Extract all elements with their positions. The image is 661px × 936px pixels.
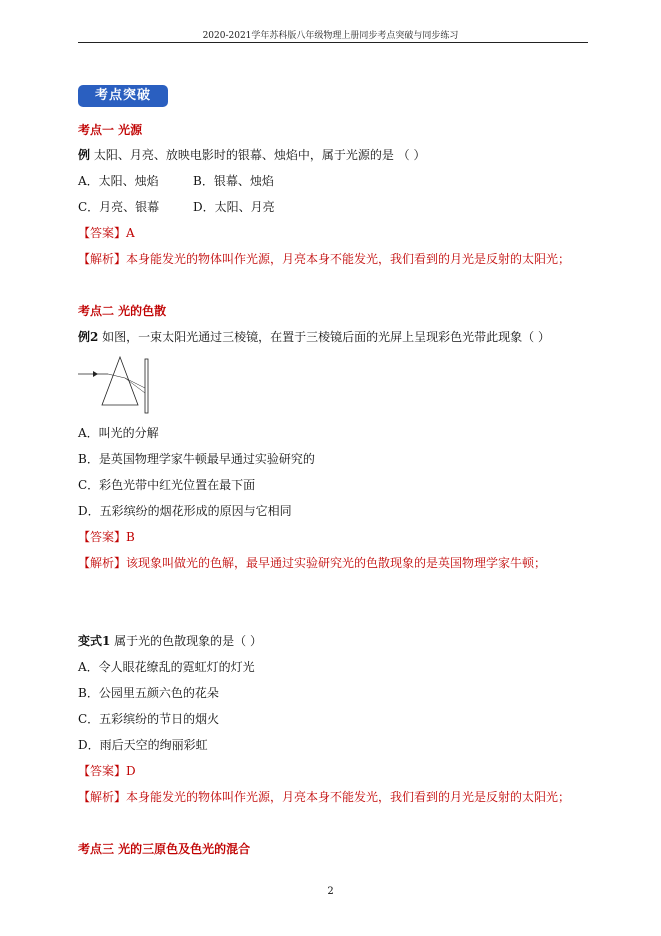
- section-badge: 考点突破: [78, 85, 168, 107]
- example-2-option-d: D．五彩缤纷的烟花形成的原因与它相同: [78, 504, 292, 518]
- variant-1-option-d: D．雨后天空的绚丽彩虹: [78, 738, 208, 752]
- example-2-text: 如图，一束太阳光通过三棱镜，在置于三棱镜后面的光屏上呈现彩色光带此现象（ ）: [98, 330, 550, 344]
- prism-diagram: [78, 355, 158, 415]
- example-2-option-a: A．叫光的分解: [78, 426, 159, 440]
- example-1-analysis: 【解析】本身能发光的物体叫作光源，月亮本身不能发光，我们看到的月光是反射的太阳光；: [78, 252, 571, 266]
- example-1-answer: 【答案】A: [78, 226, 135, 240]
- refracted-ray: [108, 374, 125, 378]
- dispersed-ray-1: [125, 378, 145, 388]
- example-1-option-b: B．银幕、烛焰: [193, 174, 274, 188]
- example-1-label: 例: [78, 148, 91, 162]
- page-header: 2020-2021学年苏科版八年级物理上册同步考点突破与同步练习: [202, 31, 459, 41]
- example-1-option-c: C．月亮、银幕: [78, 200, 160, 214]
- variant-1-question: [78, 632, 262, 649]
- section-heading-1: 考点一 光源: [78, 123, 143, 137]
- header-rule: [78, 42, 588, 43]
- dispersed-ray-2: [125, 378, 145, 393]
- example-2-label: 例2: [78, 330, 99, 344]
- page-number: 2: [327, 886, 334, 897]
- ray-arrow-icon: [93, 371, 98, 377]
- variant-1-label: 变式1: [78, 634, 111, 648]
- section-heading-3: 考点三 光的三原色及色光的混合: [78, 842, 251, 856]
- example-2-answer: 【答案】B: [78, 530, 135, 544]
- example-2-option-c: C．彩色光带中红光位置在最下面: [78, 478, 256, 492]
- light-screen: [145, 359, 148, 413]
- example-2-option-b: B．是英国物理学家牛顿最早通过实验研究的: [78, 452, 315, 466]
- example-1-option-a: A．太阳、烛焰: [78, 174, 159, 188]
- example-1-text: 太阳、月亮、放映电影时的银幕、烛焰中，属于光源的是 （ ）: [90, 148, 426, 162]
- variant-1-option-a: A．令人眼花缭乱的霓虹灯的灯光: [78, 660, 255, 674]
- variant-1-option-c: C．五彩缤纷的节日的烟火: [78, 712, 220, 726]
- variant-1-analysis: 【解析】本身能发光的物体叫作光源，月亮本身不能发光，我们看到的月光是反射的太阳光；: [78, 790, 571, 804]
- example-1-option-d: D．太阳、月亮: [193, 200, 275, 214]
- prism-triangle: [102, 357, 138, 405]
- variant-1-answer: 【答案】D: [78, 764, 136, 778]
- example-1-question: [78, 146, 425, 163]
- section-heading-2: 考点二 光的色散: [78, 304, 167, 318]
- example-2-analysis: 【解析】该现象叫做光的色解，最早通过实验研究光的色散现象的是英国物理学家牛顿；: [78, 556, 547, 570]
- variant-1-text: 属于光的色散现象的是（ ）: [110, 634, 262, 648]
- variant-1-option-b: B．公园里五颜六色的花朵: [78, 686, 219, 700]
- example-2-question: [78, 328, 550, 345]
